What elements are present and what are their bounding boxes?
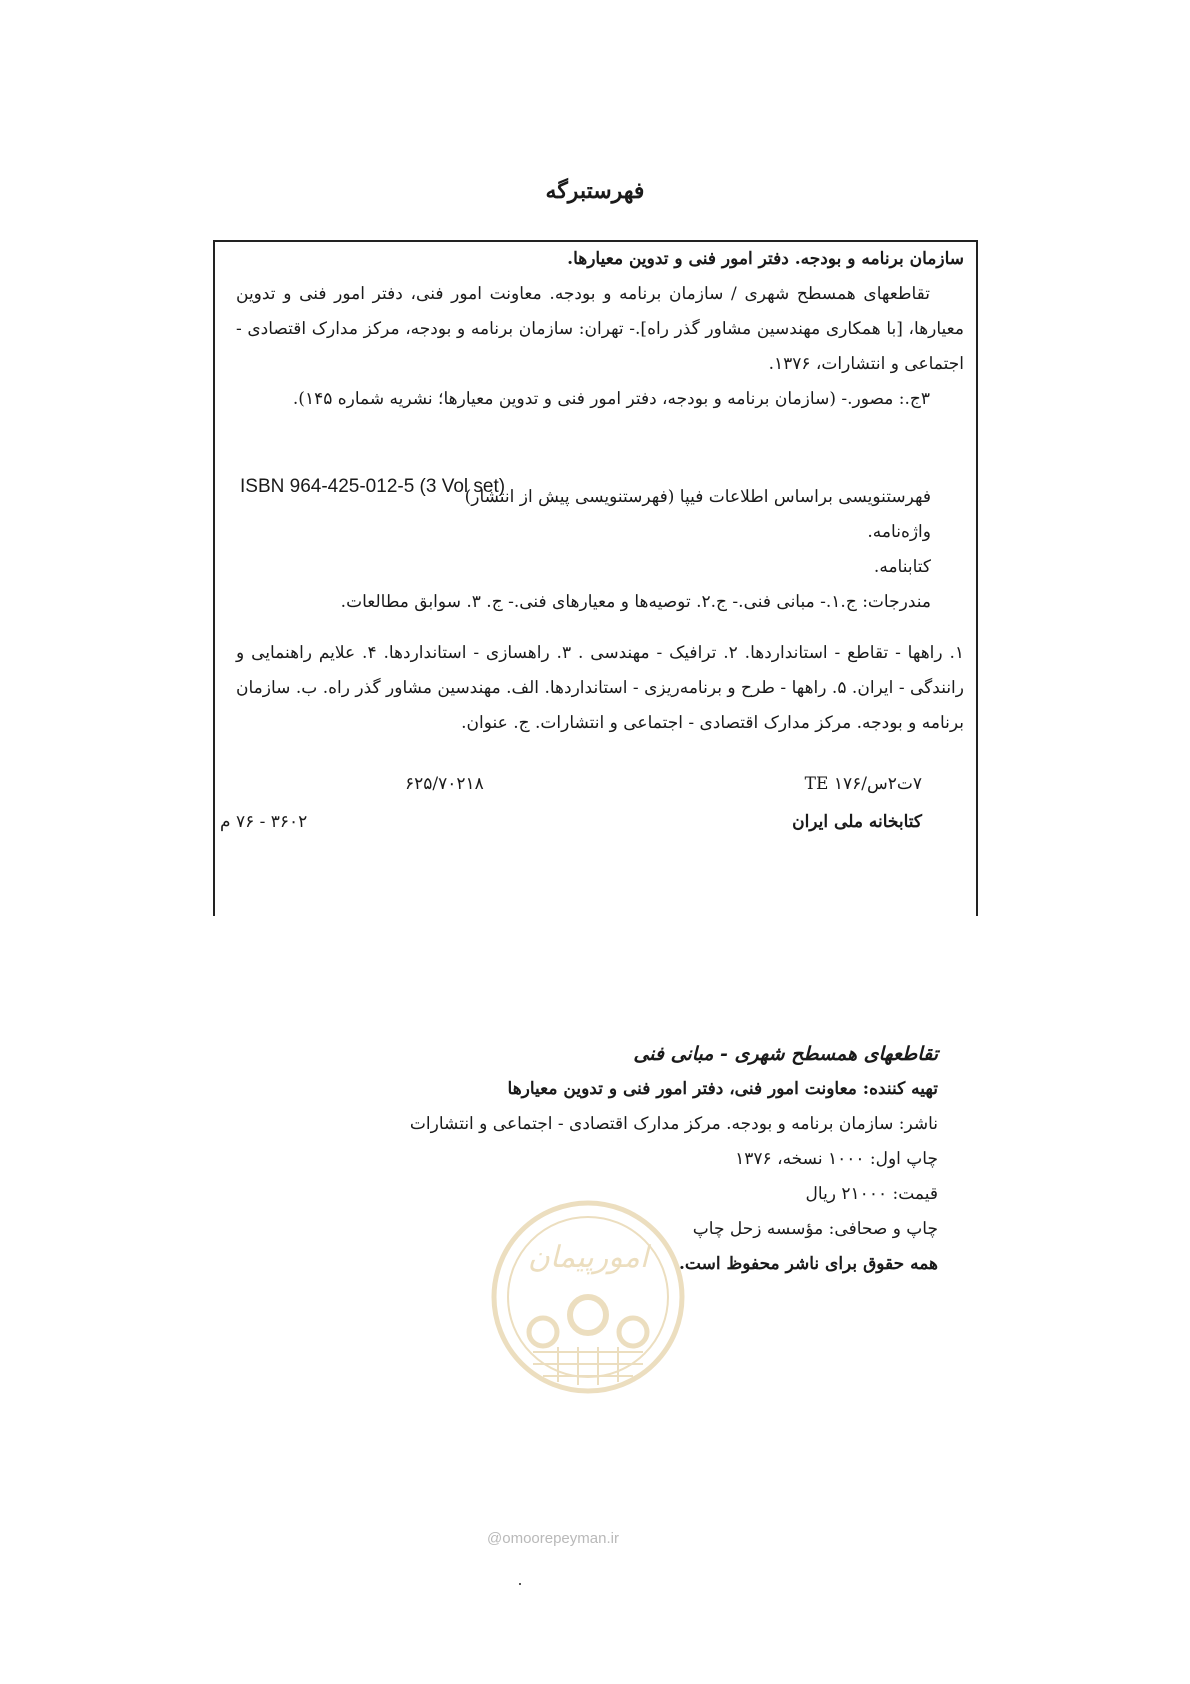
- prepared-by: تهیه کننده: معاونت امور فنی، دفتر امور فنی و تدوین معیارها: [507, 1079, 938, 1099]
- isbn: ISBN 964-425-012-5 (3 Vol set): [240, 476, 506, 497]
- note-bibliography: کتابنامه.: [873, 557, 931, 577]
- page-title: فهرستبرگه: [545, 178, 645, 204]
- imprint-block: [318, 1037, 938, 1282]
- publisher: ناشر: سازمان برنامه و بودجه. مرکز مدارک اقتصادی - اجتماعی و انتشارات: [409, 1114, 938, 1134]
- edition: چاپ اول: ۱۰۰۰ نسخه، ۱۳۷۶: [735, 1149, 938, 1169]
- dewey-number: ۶۲۵/۷۰۲۱۸: [405, 774, 484, 794]
- record-number: ۳۶۰۲ - ۷۶ م: [220, 812, 308, 832]
- library-name: کتابخانه ملی ایران: [792, 812, 922, 832]
- printing: چاپ و صحافی: مؤسسه زحل چاپ: [692, 1219, 938, 1239]
- cip-heading: سازمان برنامه و بودجه. دفتر امور فنی و تدوین معیارها.: [567, 249, 964, 269]
- cip-description: تقاطعهای همسطح شهری / سازمان برنامه و بودجه. معاونت امور فنی، دفتر امور فنی و تدوین معیارها، [با همکاری مهندسین مشاور گذر راه].- تهران: سازمان برنامه و بودجه، مرکز مدارک اقتصادی - اجتماعی و انتشارات، ۱۳۷۶.: [236, 284, 964, 374]
- note-fipa: فهرستنویسی براساس اطلاعات فیپا (فهرستنویسی پیش از انتشار): [464, 487, 931, 507]
- note-contents: مندرجات: ج.۱.- مبانی فنی.- ج.۲. توصیه‌ها و معیارهای فنی.- ج. ۳. سوابق مطالعات.: [340, 592, 931, 612]
- watermark-logo-text: امورپیمان: [527, 1240, 649, 1275]
- watermark-url: @omoorepeyman.ir: [487, 1530, 619, 1547]
- cip-subjects: ۱. راهها - تقاطع - استانداردها. ۲. ترافیک - مهندسی . ۳. راهسازی - استانداردها. ۴. علایم راهنمایی و رانندگی - ایران. ۵. راهها - طرح و برنامه‌ریزی - استانداردها. الف. مهندسین مشاور گذر راه. ب. سازمان برنامه و بودجه. مرکز مدارک اقتصادی - اجتماعی و انتشارات. ج. عنوان.: [236, 643, 964, 733]
- cip-notes: [236, 480, 931, 620]
- book-title: تقاطعهای همسطح شهری - مبانی فنی: [633, 1043, 938, 1065]
- note-glossary: واژه‌نامه.: [867, 522, 931, 542]
- rights: همه حقوق برای ناشر محفوظ است.: [678, 1254, 938, 1274]
- call-number: ۷ت۲س/۱۷۶ TE: [804, 774, 922, 794]
- cip-series: ۳ج.: مصور.- (سازمان برنامه و بودجه، دفتر امور فنی و تدوین معیارها؛ نشریه شماره ۱۴۵).: [292, 389, 930, 409]
- page-dot: [519, 1583, 521, 1585]
- price: قیمت: ۲۱۰۰۰ ریال: [805, 1184, 938, 1204]
